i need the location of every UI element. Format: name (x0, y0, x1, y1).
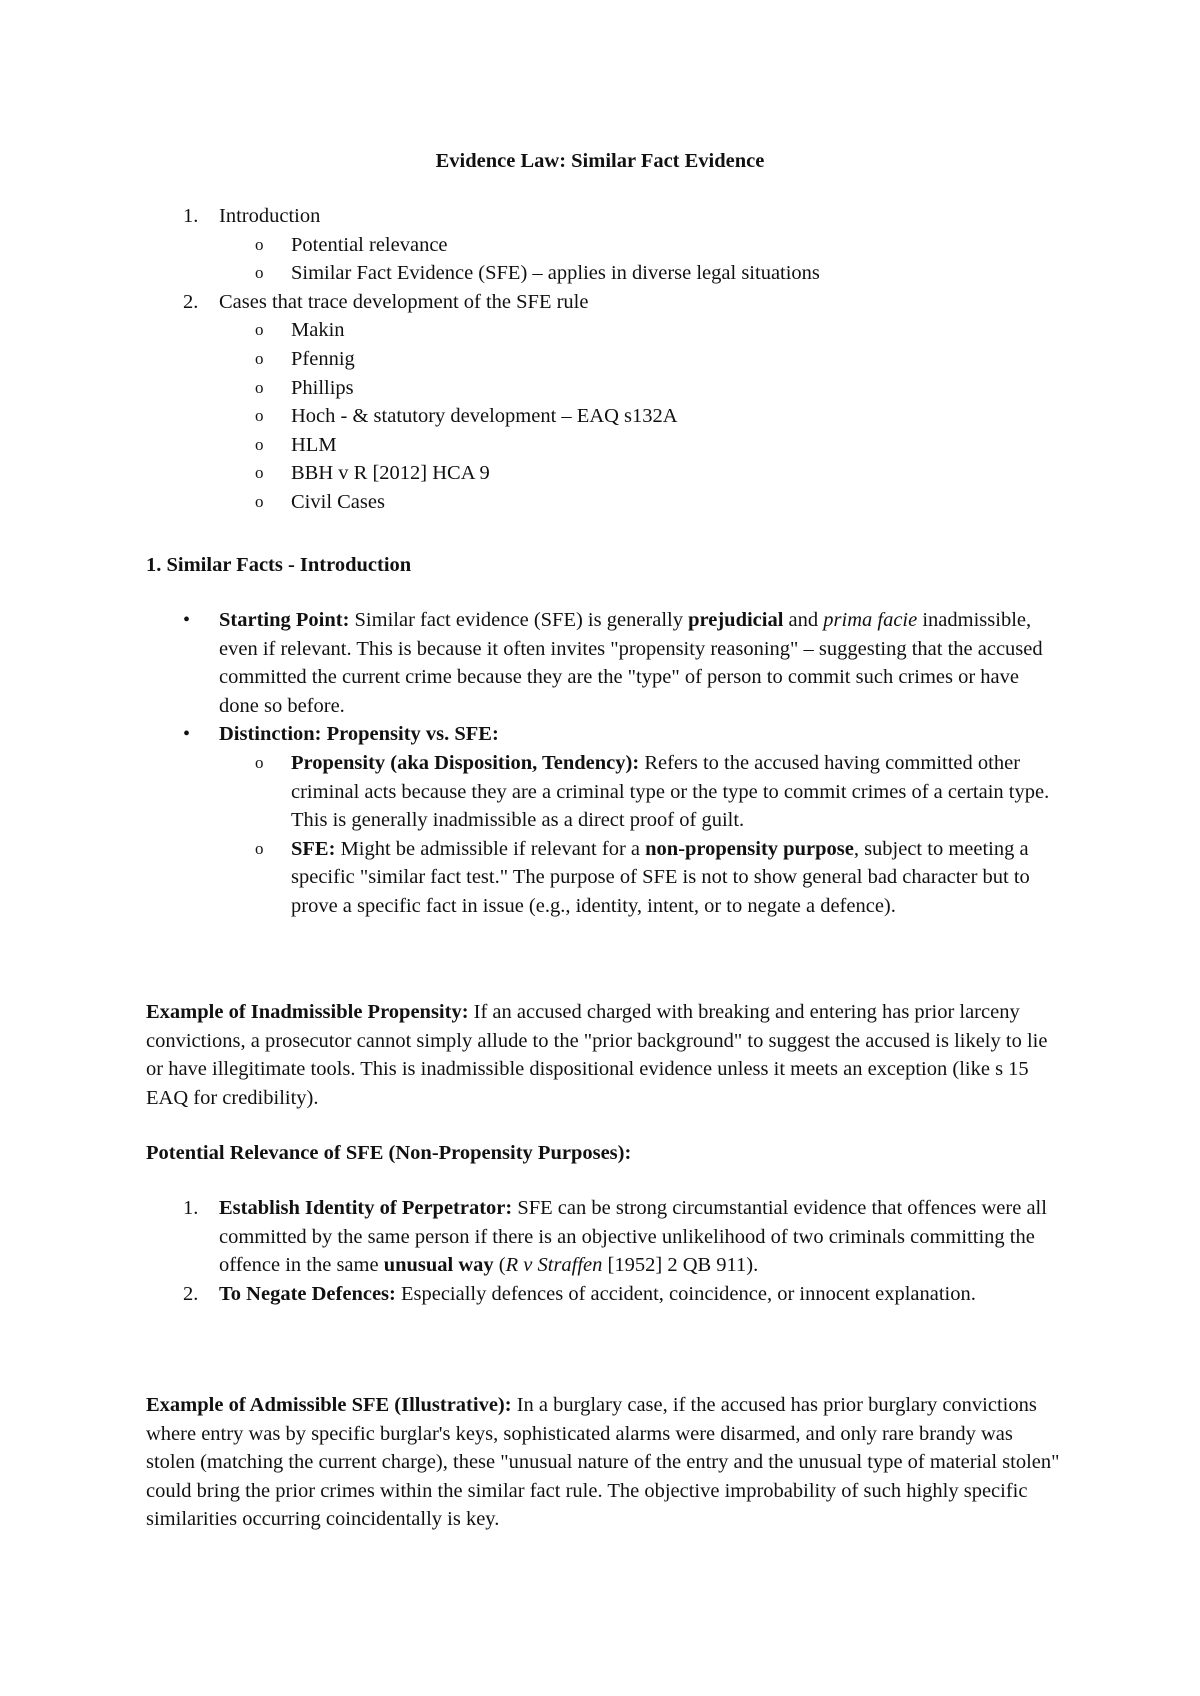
outline-subitem (0, 488, 1200, 517)
outline-item-introduction (0, 202, 1200, 231)
bold-term: prejudicial (688, 609, 784, 631)
relevance-label: Establish Identity of Perpetrator: (219, 1197, 513, 1219)
circle-bullet-icon: o (255, 377, 264, 397)
relevance-text: Especially defences of accident, coincidence, or innocent explanation. (395, 1282, 976, 1305)
outline-subitem (0, 431, 1200, 460)
outline-number: 1. (183, 205, 199, 227)
bullet-starting-point (0, 606, 1059, 720)
relevance-label: To Negate Defences: (219, 1282, 396, 1305)
sub-bullet-text: Refers to the accused having committed other criminal acts because they are a criminal type or the type to commit crimes of a certain type. This is generally inadmissible as a direct proof of guilt. (291, 751, 1050, 832)
outline-subitem (0, 259, 1200, 288)
outline-item-cases (0, 288, 1200, 317)
sub-bullet-propensity (0, 749, 1062, 835)
relevance-item-identity (0, 1194, 1059, 1280)
outline-item-label: Cases that trace development of the SFE rule (219, 290, 589, 313)
relevance-number: 1. (183, 1197, 199, 1219)
outline-subitem-label: BBH v R [2012] HCA 9 (291, 462, 490, 485)
bullet-text: Similar fact evidence (SFE) is generally (349, 609, 689, 631)
circle-bullet-icon: o (255, 320, 264, 340)
bold-term: non-propensity purpose (645, 837, 854, 860)
inadmissible-example-paragraph (146, 998, 1066, 1112)
italic-term: prima facie (823, 609, 918, 631)
bullet-dot-icon: • (183, 609, 191, 631)
outline-subitem-label: Civil Cases (291, 490, 385, 513)
section-heading: 1. Similar Facts - Introduction (146, 554, 412, 576)
bullet-dot-icon: • (183, 723, 191, 746)
circle-bullet-icon: o (255, 234, 264, 254)
bullet-label: Distinction: Propensity vs. SFE: (219, 723, 499, 746)
circle-bullet-icon: o (255, 463, 264, 483)
outline-subitem-label: Hoch - & statutory development – EAQ s132A (291, 405, 678, 428)
sub-bullet-label: SFE: (291, 837, 336, 860)
admissible-example-paragraph (146, 1391, 1066, 1534)
bullet-distinction (0, 720, 1059, 920)
outline-subitem (0, 316, 1200, 345)
outline-subitem-label: Pfennig (291, 347, 355, 370)
circle-bullet-icon: o (255, 348, 264, 368)
outline-subitem (0, 459, 1200, 488)
bullet-text: and (783, 609, 824, 631)
circle-bullet-icon: o (255, 752, 264, 772)
circle-bullet-icon: o (255, 406, 264, 426)
paragraph-text: If an accused charged with breaking and entering has prior larceny convictions, a prosecutor cannot simply allude to the "prior background" to suggest the accused is likely to lie or have illegitimate tools. This is inadmissible dispositional evidence unless it meets an exception (like s 15 EAQ for credibility). (146, 1001, 1048, 1109)
relevance-list (0, 1194, 1200, 1308)
circle-bullet-icon: o (255, 434, 264, 454)
outline-subitem (0, 402, 1200, 431)
outline-subitem (0, 345, 1200, 374)
bullet-list (0, 606, 1200, 921)
outline-subitem-label: Makin (291, 319, 345, 342)
relevance-item-defences (0, 1280, 1059, 1309)
sub-bullet-list (219, 749, 1059, 921)
outline-subitem-label: Similar Fact Evidence (SFE) – applies in diverse legal situations (291, 262, 820, 285)
document-title: Evidence Law: Similar Fact Evidence (435, 150, 765, 172)
relevance-number: 2. (183, 1282, 199, 1305)
sub-bullet-text: Might be admissible if relevant for a (335, 837, 646, 860)
outline-list (0, 202, 1200, 517)
case-citation: R v Straffen (505, 1254, 603, 1277)
circle-bullet-icon: o (255, 491, 264, 511)
relevance-text: SFE can be strong circumstantial evidence that offences were all committed by the same person if there is an objective unlikelihood of two criminals committing the offence in the same (219, 1197, 1047, 1277)
sub-bullet-text: , subject to meeting a specific "similar fact test." The purpose of SFE is not to show general bad character but to prove a specific fact in issue (e.g., identity, intent, or to negate a defence). (291, 837, 1030, 917)
bold-term: unusual way (383, 1254, 494, 1277)
outline-subitem-label: Phillips (291, 376, 354, 399)
relevance-text: ( (493, 1254, 506, 1277)
relevance-heading: Potential Relevance of SFE (Non-Propensity Purposes): (146, 1142, 632, 1164)
sub-bullet-sfe (0, 835, 1062, 921)
circle-bullet-icon: o (255, 838, 264, 858)
outline-subitem-label: HLM (291, 433, 337, 456)
outline-subitem-label: Potential relevance (291, 233, 448, 256)
outline-item-label: Introduction (219, 205, 321, 227)
paragraph-text: In a burglary case, if the accused has prior burglary convictions where entry was by specific burglar's keys, sophisticated alarms were disarmed, and only rare brandy was stolen (matching the current charge), these "unusual nature of the entry and the unusual type of material stolen" could bring the prior crimes within the similar fact rule. The objective improbability of such highly specific similarities occurring coincidentally is key. (146, 1394, 1060, 1531)
bullet-label: Starting Point: (219, 609, 350, 631)
bullet-text: inadmissible, even if relevant. This is because it often invites "propensity reasoning" – suggesting that the accused committed the current crime because they are the "type" of person to commit such crimes or have done so before. (219, 609, 1043, 717)
outline-number: 2. (183, 290, 199, 313)
circle-bullet-icon: o (255, 263, 264, 283)
outline-subitem (0, 374, 1200, 403)
outline-subitem (0, 231, 1200, 260)
relevance-text: [1952] 2 QB 911). (602, 1254, 759, 1277)
sub-bullet-label: Propensity (aka Disposition, Tendency): (291, 751, 640, 774)
paragraph-label: Example of Inadmissible Propensity: (146, 1001, 469, 1023)
paragraph-label: Example of Admissible SFE (Illustrative): (146, 1394, 512, 1416)
